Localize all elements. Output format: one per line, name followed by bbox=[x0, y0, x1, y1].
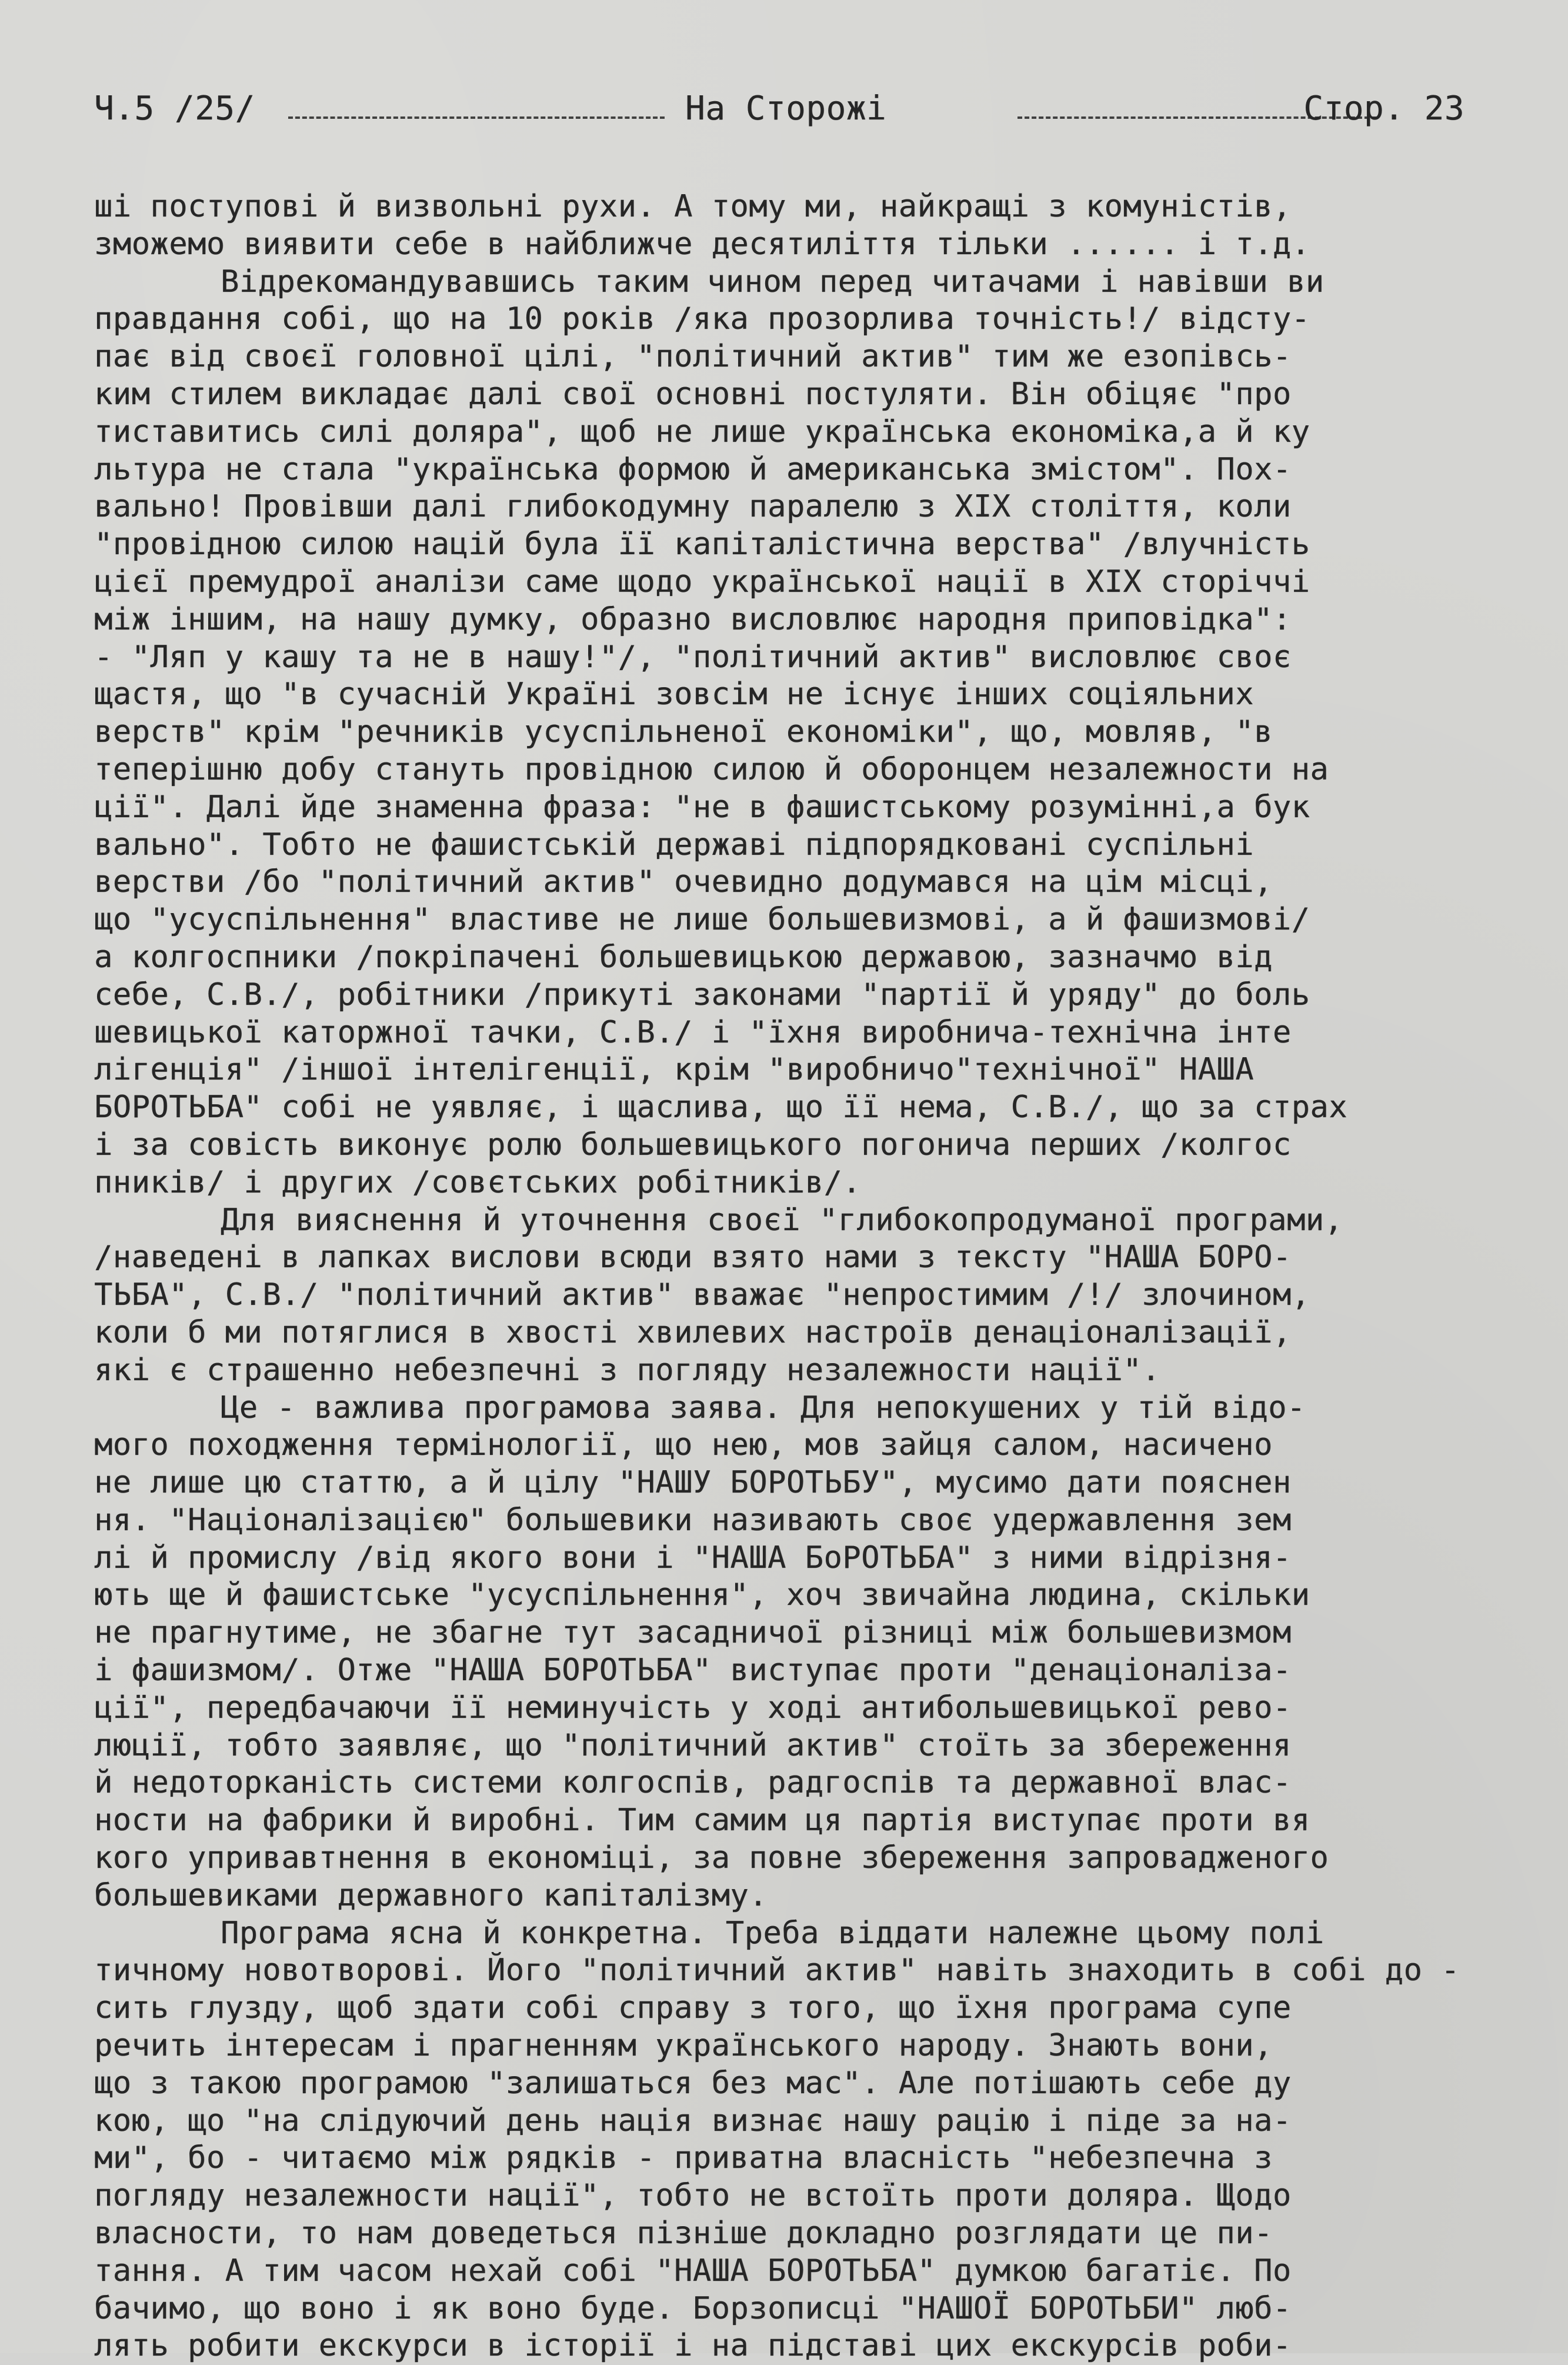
article-body bbox=[94, 188, 1488, 2365]
text-line: "провідною силою націй була її капіталістична верства" /влучність bbox=[94, 527, 1310, 562]
text-line: й недоторканість системи колгоспів, радгоспів та державної влас- bbox=[94, 1765, 1292, 1801]
text-line: Відрекомандувавшись таким чином перед читачами і навівши ви bbox=[221, 264, 1325, 299]
page-header bbox=[94, 82, 1464, 135]
text-line: і за совість виконує ролю большевицького погонича перших /колгос bbox=[94, 1127, 1292, 1162]
text-line: вально". Тобто не фашистській державі підпорядковані суспільні bbox=[94, 827, 1255, 862]
text-line: правдання собі, що на 10 років /яка прозорлива точність!/ відсту- bbox=[94, 301, 1310, 337]
text-line: пників/ і других /совєтських робітників/. bbox=[94, 1164, 862, 1200]
header-dash-left bbox=[288, 116, 665, 119]
text-line: лі й промислу /від якого вони і "НАША БоРОТЬБА" з ними відрізня- bbox=[94, 1540, 1292, 1575]
text-line: теперішню добу стануть провідною силою й оборонцем незалежности на bbox=[94, 751, 1329, 787]
text-line: цієї премудрої аналізи саме щодо української нації в XIX сторіччі bbox=[94, 564, 1310, 599]
text-line: тання. А тим часом нехай собі "НАША БОРОТЬБА" думкою багатіє. По bbox=[94, 2253, 1292, 2289]
text-line: між іншим, на нашу думку, образно висловлює народня приповідка": bbox=[94, 601, 1292, 637]
text-line: погляду незалежности нації", тобто не встоїть проти доляра. Щодо bbox=[94, 2178, 1292, 2214]
text-line: верств" крім "речників усуспільненої економіки", що, мовляв, "в bbox=[94, 714, 1273, 750]
text-line: ня. "Націоналізацією" большевики називають своє удержавлення зем bbox=[94, 1502, 1292, 1538]
text-line: ють ще й фашистське "усуспільнення", хоч звичайна людина, скільки bbox=[94, 1577, 1310, 1613]
text-line: льтура не стала "українська формою й американська змістом". Пох- bbox=[94, 451, 1292, 487]
text-line: щастя, що "в сучасній Україні зовсім не існує інших соціяльних bbox=[94, 677, 1255, 712]
text-line: Для вияснення й уточнення своєї "глибокопродуманої програми, bbox=[221, 1202, 1343, 1238]
text-line: люції, тобто заявляє, що "політичний актив" стоїть за збереження bbox=[94, 1727, 1292, 1763]
text-line: ТЬБА", С.В./ "політичний актив" вважає "непростимим /!/ злочином, bbox=[94, 1277, 1310, 1313]
text-line: ким стилем викладає далі свої основні постуляти. Він обіцяє "про bbox=[94, 376, 1292, 412]
text-line: тичному новотворові. Його "політичний актив" навіть знаходить в собі до - bbox=[94, 1953, 1460, 1988]
text-line: ші поступові й визвольні рухи. А тому ми, найкращі з комуністів, bbox=[94, 189, 1292, 224]
text-line: не лише цю статтю, а й цілу "НАШУ БОРОТЬБУ", мусимо дати пояснен bbox=[94, 1465, 1292, 1501]
text-line: власности, то нам доведеться пізніше докладно розглядати це пи- bbox=[94, 2216, 1273, 2251]
text-line: большевиками державного капіталізму. bbox=[94, 1877, 768, 1913]
journal-title: На Сторожі bbox=[685, 89, 887, 128]
text-line: ції". Далі йде знаменна фраза: "не в фашистському розумінні,а бук bbox=[94, 789, 1310, 825]
text-line: - "Ляп у кашу та не в нашу!"/, "політичний актив" висловлює своє bbox=[94, 639, 1292, 675]
text-line: ности на фабрики й виробні. Тим самим ця партія виступає проти вя bbox=[94, 1803, 1310, 1838]
text-line: зможемо виявити себе в найближче десятиліття тільки ...... і т.д. bbox=[94, 226, 1310, 262]
text-line: ми", бо - читаємо між рядків - приватна власність "небезпечна з bbox=[94, 2140, 1273, 2176]
text-line: лігенція" /іншої інтелігенції, крім "виробничо"технічної" НАША bbox=[94, 1052, 1255, 1088]
text-line: тиставитись силі доляра", щоб не лише українська економіка,а й ку bbox=[94, 414, 1310, 449]
text-line: що "усуспільнення" властиве не лише большевизмові, а й фашизмові/ bbox=[94, 902, 1310, 938]
text-line: вально! Провівши далі глибокодумну паралелю з XIX століття, коли bbox=[94, 489, 1292, 525]
text-line: мого походження термінології, що нею, мов зайця салом, насичено bbox=[94, 1427, 1273, 1463]
text-line: себе, С.В./, робітники /прикуті законами "партії й уряду" до боль bbox=[94, 977, 1310, 1012]
text-line: бачимо, що воно і як воно буде. Борзописці "НАШОЇ БОРОТЬБИ" люб- bbox=[94, 2290, 1292, 2326]
text-line: шевицької каторжної тачки, С.В./ і "їхня виробнича-технічна інте bbox=[94, 1014, 1292, 1050]
issue-number: Ч.5 /25/ bbox=[94, 89, 255, 128]
text-line: не прагнутиме, не збагне тут засадничої різниці між большевизмом bbox=[94, 1615, 1292, 1651]
text-line: сить глузду, щоб здати собі справу з того, що їхня програма супе bbox=[94, 1990, 1292, 2026]
text-line: які є страшенно небезпечні з погляду незалежности нації". bbox=[94, 1352, 1160, 1388]
text-line: а колгоспники /покріпачені большевицькою державою, зазначмо від bbox=[94, 939, 1273, 975]
text-line: верстви /бо "політичний актив" очевидно додумався на цім місці, bbox=[94, 864, 1273, 900]
text-line: і фашизмом/. Отже "НАША БОРОТЬБА" виступає проти "денаціоналіза- bbox=[94, 1653, 1292, 1688]
text-line: БОРОТЬБА" собі не уявляє, і щаслива, що її нема, С.В./, що за страх bbox=[94, 1090, 1348, 1125]
text-line: Це - важлива програмова заява. Для непокушених у тій відо- bbox=[221, 1390, 1306, 1425]
text-line: речить інтересам і прагненням українського народу. Знають вони, bbox=[94, 2028, 1273, 2064]
text-line: лять робити екскурси в історії і на підставі цих екскурсів роби- bbox=[94, 2328, 1292, 2364]
text-line: Програма ясна й конкретна. Треба віддати належне цьому полі bbox=[221, 1915, 1325, 1951]
text-line: коли б ми потяглися в хвості хвилевих настроїв денаціоналізації, bbox=[94, 1314, 1292, 1350]
text-line: кою, що "на слідуючий день нація визнає нашу рацію і піде за на- bbox=[94, 2103, 1292, 2139]
text-line: кого упривавтнення в економіці, за повне збереження запровадженого bbox=[94, 1840, 1329, 1876]
text-line: ції", передбачаючи її неминучість у ході антибольшевицької рево- bbox=[94, 1690, 1292, 1726]
text-line: що з такою програмою "залишаться без мас". Але потішають себе ду bbox=[94, 2065, 1292, 2101]
page-number: Стор. 23 bbox=[1303, 89, 1464, 128]
text-line: пає від своєї головної цілі, "політичний актив" тим же езопівсь- bbox=[94, 339, 1292, 375]
text-line: /наведені в лапках вислови всюди взято нами з тексту "НАША БОРО- bbox=[94, 1240, 1292, 1275]
